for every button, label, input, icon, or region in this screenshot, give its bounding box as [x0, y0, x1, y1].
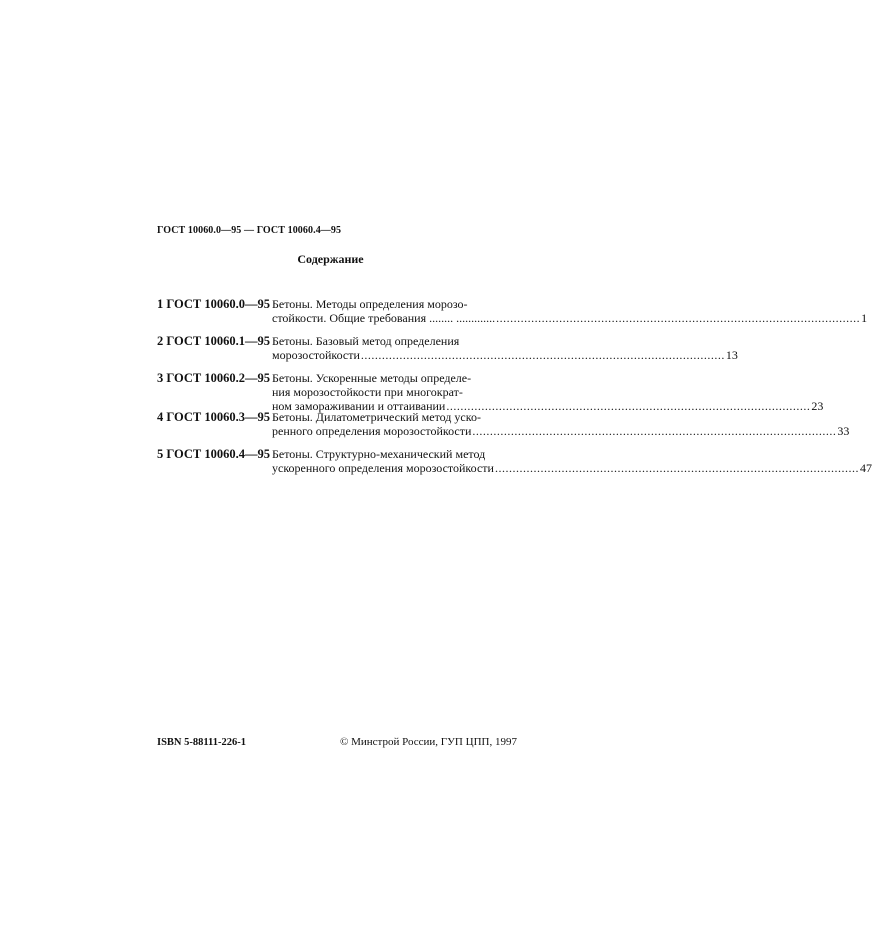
toc-entry-title-line: ускоренного определения морозостойкости	[272, 461, 494, 475]
toc-entry-code: 2 ГОСТ 10060.1—95	[157, 334, 271, 348]
toc-entry-title-line: Бетоны. Методы определения морозо-	[272, 297, 468, 311]
toc-entry-code: 1 ГОСТ 10060.0—95	[157, 297, 271, 311]
toc-leader-dots: ........................................................................................................	[496, 311, 861, 325]
toc-entry-title	[272, 297, 868, 325]
toc-entry-title-line: Бетоны. Ускоренные методы определе-	[272, 371, 472, 385]
toc-page-number: 33	[837, 424, 850, 438]
toc-page-number: 1	[861, 311, 868, 325]
isbn: ISBN 5-88111-226-1	[157, 737, 246, 748]
toc-leader-dots: ........................................................................................................	[472, 424, 837, 438]
toc-page-number: 13	[725, 348, 738, 362]
running-header: ГОСТ 10060.0—95 — ГОСТ 10060.4—95	[157, 225, 342, 236]
toc-entry-title-line: Бетоны. Дилатометрический метод уско-	[272, 410, 481, 424]
page-title: Содержание	[297, 252, 364, 266]
toc-entry-title	[272, 410, 850, 438]
toc-entry-title	[272, 334, 738, 362]
toc-page-number: 47	[859, 461, 872, 475]
toc-entry-title-line: морозостойкости	[272, 348, 360, 362]
toc-entry-title-line: Бетоны. Структурно-механический метод	[272, 447, 486, 461]
toc-entry-last-line	[272, 348, 738, 362]
toc-entry-last-line	[272, 461, 872, 475]
toc-entry-code: 3 ГОСТ 10060.2—95	[157, 371, 271, 385]
toc-entry-code: 5 ГОСТ 10060.4—95	[157, 447, 271, 461]
toc-entry-title-line: ном замораживании и оттаивании	[272, 399, 446, 413]
toc-leader-dots: ........................................................................................................	[446, 399, 811, 413]
toc-leader-dots: ........................................................................................................	[360, 348, 725, 362]
toc-entry-title	[272, 371, 824, 413]
toc-entry-title	[272, 447, 872, 475]
toc-entry-title-line: стойкости. Общие требования ........ .............	[272, 311, 496, 325]
toc-entry-code: 4 ГОСТ 10060.3—95	[157, 410, 271, 424]
toc-entry-last-line	[272, 311, 868, 325]
toc-entry-title-line: ния морозостойкости при многократ-	[272, 385, 463, 399]
toc-entry-title-line: ренного определения морозостойкости	[272, 424, 472, 438]
toc-entry-last-line	[272, 424, 850, 438]
toc-leader-dots: ........................................................................................................	[494, 461, 859, 475]
toc-entry-title-line: Бетоны. Базовый метод определения	[272, 334, 460, 348]
copyright: © Минстрой России, ГУП ЦПП, 1997	[340, 736, 517, 748]
toc-page-number: 23	[811, 399, 824, 413]
